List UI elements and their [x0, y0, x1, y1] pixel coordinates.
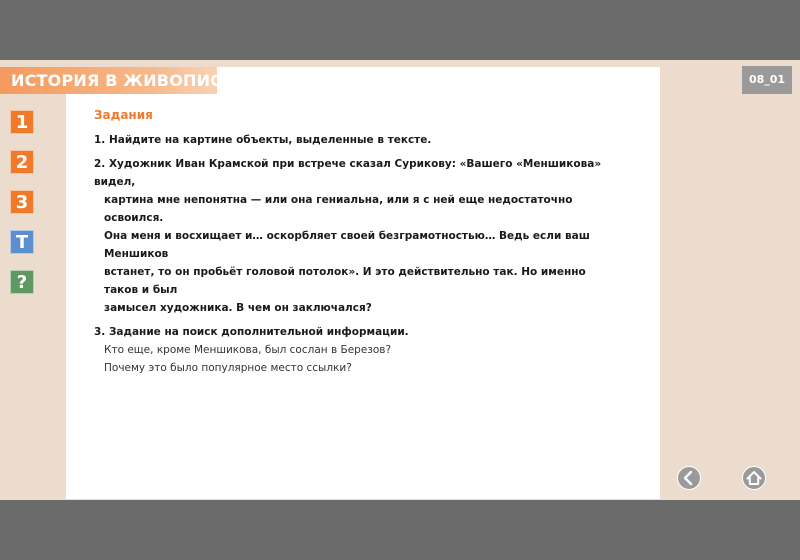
chevron-left-icon	[678, 467, 700, 489]
page-title: ИСТОРИЯ В ЖИВОПИСИ	[0, 67, 217, 94]
task-3	[94, 323, 614, 377]
task-2	[94, 155, 614, 317]
task-2-line: картина мне непонятна — или она гениальна, или я с ней еще недостаточно освоился.	[104, 194, 573, 224]
task-1-text: 1. Найдите на картине объекты, выделенные в тексте.	[94, 134, 432, 146]
section-title: Задания	[94, 108, 153, 122]
task-3-question: Почему это было популярное место ссылки?	[104, 362, 352, 374]
slide-code-badge: 08_01	[742, 66, 792, 94]
task-list	[94, 131, 614, 383]
task-2-button[interactable]: 2	[10, 150, 34, 174]
home-icon	[743, 467, 765, 489]
home-button[interactable]	[742, 466, 766, 490]
task-1	[94, 131, 614, 149]
task-3-title: 3. Задание на поиск дополнительной информации.	[94, 326, 409, 338]
task-2-line: встанет, то он пробьёт головой потолок». И это действительно так. Но именно таков и был	[104, 266, 586, 296]
back-button[interactable]	[677, 466, 701, 490]
task-1-button[interactable]: 1	[10, 110, 34, 134]
task-2-line: 2. Художник Иван Крамской при встрече сказал Сурикову: «Вашего «Меншикова» видел,	[94, 158, 602, 188]
task-2-line: замысел художника. В чем он заключался?	[104, 302, 372, 314]
task-3-question: Кто еще, кроме Меншикова, был сослан в Березов?	[104, 344, 392, 356]
task-3-button[interactable]: 3	[10, 190, 34, 214]
task-2-line: Она меня и восхищает и… оскорбляет своей безграмотностью… Ведь если ваш Меншиков	[104, 230, 590, 260]
text-button[interactable]: Т	[10, 230, 34, 254]
help-button[interactable]: ?	[10, 270, 34, 294]
